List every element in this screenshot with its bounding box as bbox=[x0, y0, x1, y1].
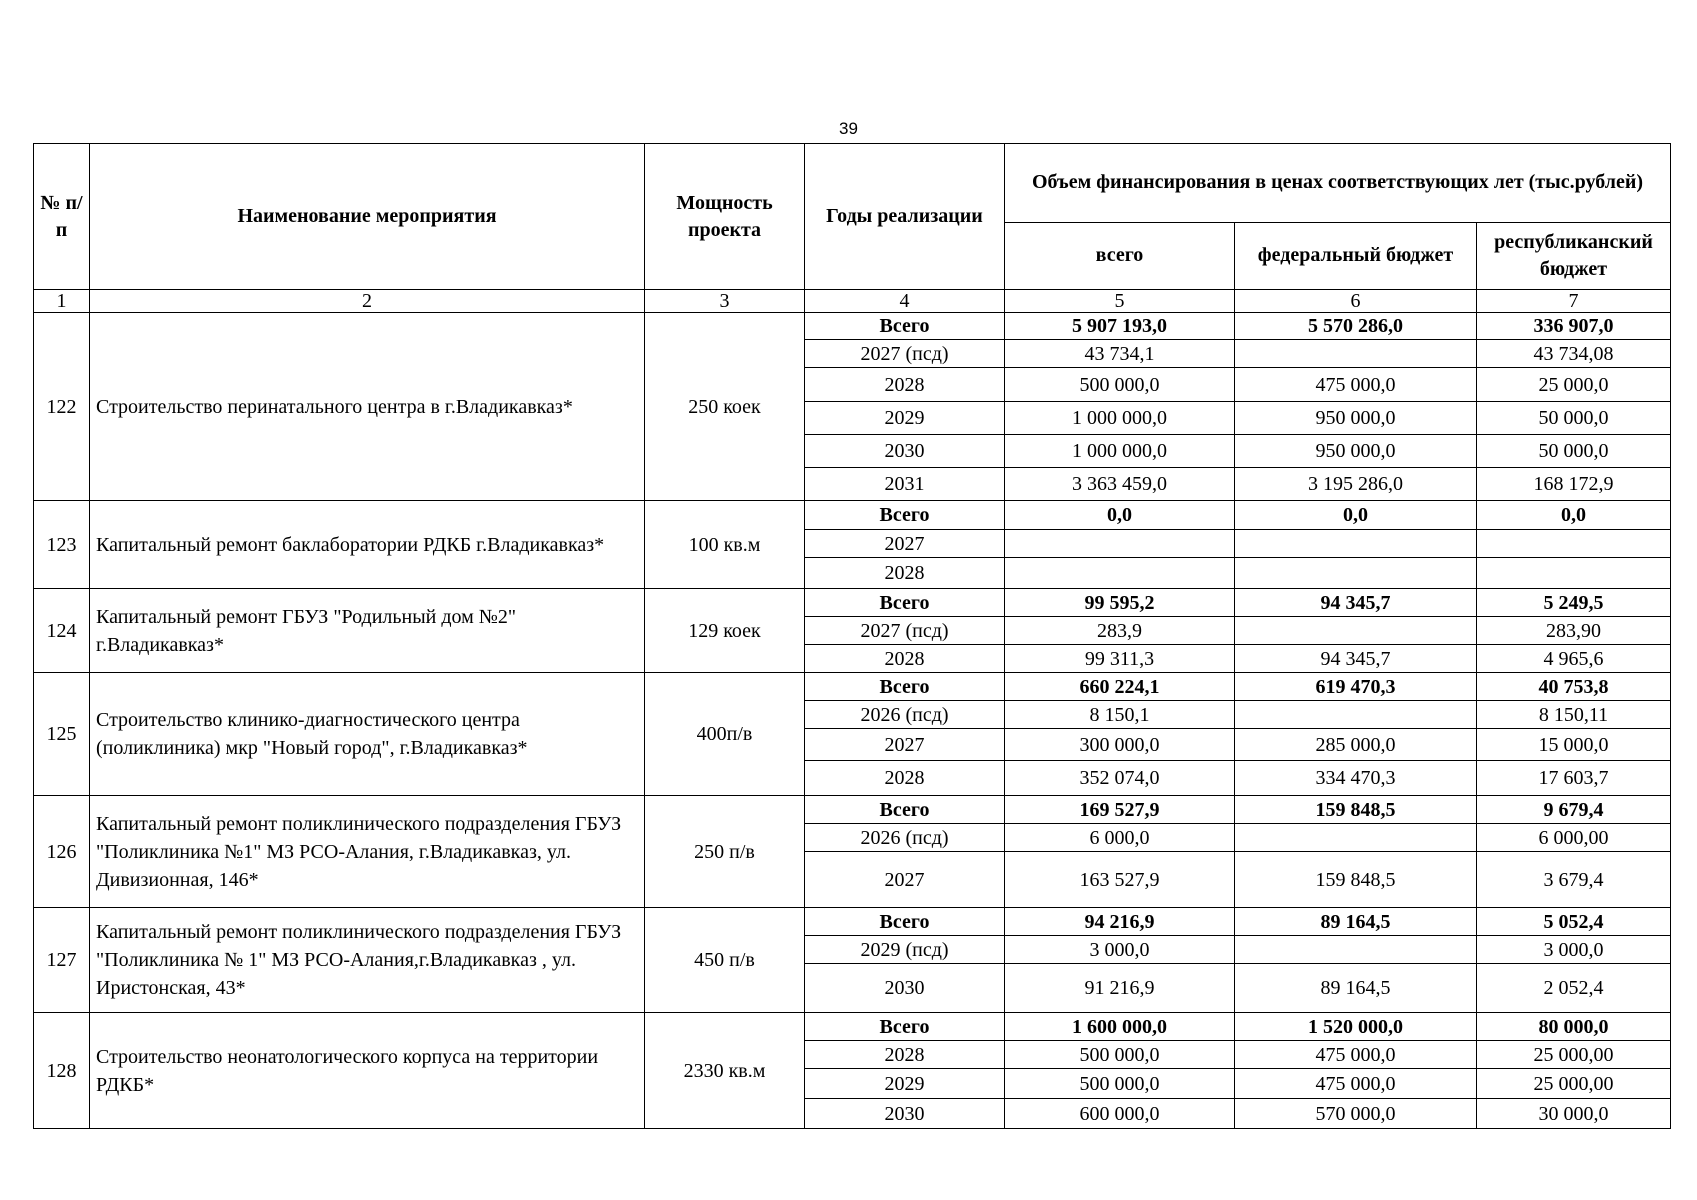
header-federal: федеральный бюджет bbox=[1235, 222, 1477, 289]
funding-federal bbox=[1235, 936, 1477, 964]
funding-republic: 50 000,0 bbox=[1477, 402, 1671, 435]
funding-federal: 950 000,0 bbox=[1235, 402, 1477, 435]
project-capacity: 450 п/в bbox=[645, 908, 805, 1013]
row-number: 122 bbox=[34, 313, 90, 501]
funding-federal: 3 195 286,0 bbox=[1235, 468, 1477, 501]
project-capacity: 129 коек bbox=[645, 589, 805, 673]
funding-federal: 94 345,7 bbox=[1235, 645, 1477, 673]
implementation-year: Всего bbox=[805, 313, 1005, 340]
table-body bbox=[34, 313, 1671, 1129]
column-number-row bbox=[34, 290, 1671, 313]
funding-total: 1 000 000,0 bbox=[1005, 435, 1235, 468]
funding-republic: 4 965,6 bbox=[1477, 645, 1671, 673]
funding-total: 169 527,9 bbox=[1005, 796, 1235, 824]
column-number: 4 bbox=[805, 290, 1005, 313]
funding-federal bbox=[1235, 617, 1477, 645]
header-name: Наименование мероприятия bbox=[90, 144, 645, 290]
funding-total: 163 527,9 bbox=[1005, 852, 1235, 908]
funding-total bbox=[1005, 558, 1235, 589]
funding-republic bbox=[1477, 558, 1671, 589]
funding-federal: 159 848,5 bbox=[1235, 852, 1477, 908]
implementation-year: 2028 bbox=[805, 558, 1005, 589]
header-no: № п/п bbox=[34, 144, 90, 290]
funding-total: 3 363 459,0 bbox=[1005, 468, 1235, 501]
financing-table bbox=[33, 143, 1671, 1129]
implementation-year: 2029 bbox=[805, 402, 1005, 435]
project-capacity: 100 кв.м bbox=[645, 501, 805, 589]
header-funding: Объем финансирования в ценах соответствующих лет (тыс.рублей) bbox=[1005, 144, 1671, 223]
funding-total: 43 734,1 bbox=[1005, 340, 1235, 368]
activity-name: Строительство клинико-диагностического центра (поликлиника) мкр "Новый город", г.Владикавказ* bbox=[90, 673, 645, 796]
funding-republic: 25 000,00 bbox=[1477, 1041, 1671, 1069]
funding-total: 99 311,3 bbox=[1005, 645, 1235, 673]
funding-republic: 6 000,00 bbox=[1477, 824, 1671, 852]
funding-federal: 570 000,0 bbox=[1235, 1099, 1477, 1129]
funding-total: 300 000,0 bbox=[1005, 729, 1235, 761]
column-number: 6 bbox=[1235, 290, 1477, 313]
funding-republic: 3 000,0 bbox=[1477, 936, 1671, 964]
funding-federal bbox=[1235, 558, 1477, 589]
funding-total: 1 000 000,0 bbox=[1005, 402, 1235, 435]
implementation-year: 2029 bbox=[805, 1069, 1005, 1099]
funding-total: 283,9 bbox=[1005, 617, 1235, 645]
funding-republic: 2 052,4 bbox=[1477, 964, 1671, 1013]
funding-federal: 89 164,5 bbox=[1235, 964, 1477, 1013]
funding-republic: 3 679,4 bbox=[1477, 852, 1671, 908]
funding-federal: 334 470,3 bbox=[1235, 761, 1477, 796]
funding-republic: 8 150,11 bbox=[1477, 701, 1671, 729]
table-row-total bbox=[34, 796, 1671, 824]
header-republic: республиканский бюджет bbox=[1477, 222, 1671, 289]
table-row-total bbox=[34, 673, 1671, 701]
activity-name: Капитальный ремонт поликлинического подразделения ГБУЗ "Поликлиника № 1" МЗ РСО-Алания,г.Владикавказ , ул. Иристонская, 43* bbox=[90, 908, 645, 1013]
column-number: 1 bbox=[34, 290, 90, 313]
funding-republic: 30 000,0 bbox=[1477, 1099, 1671, 1129]
page-number: 39 bbox=[839, 119, 858, 138]
funding-total: 1 600 000,0 bbox=[1005, 1013, 1235, 1041]
funding-federal: 475 000,0 bbox=[1235, 368, 1477, 402]
funding-republic: 17 603,7 bbox=[1477, 761, 1671, 796]
activity-name: Капитальный ремонт баклаборатории РДКБ г.Владикавказ* bbox=[90, 501, 645, 589]
funding-federal: 89 164,5 bbox=[1235, 908, 1477, 936]
funding-total: 91 216,9 bbox=[1005, 964, 1235, 1013]
funding-republic: 336 907,0 bbox=[1477, 313, 1671, 340]
implementation-year: 2028 bbox=[805, 761, 1005, 796]
funding-republic: 25 000,00 bbox=[1477, 1069, 1671, 1099]
header-total: всего bbox=[1005, 222, 1235, 289]
activity-name: Строительство неонатологического корпуса на территории РДКБ* bbox=[90, 1013, 645, 1129]
header-years: Годы реализации bbox=[805, 144, 1005, 290]
column-number: 3 bbox=[645, 290, 805, 313]
funding-total: 8 150,1 bbox=[1005, 701, 1235, 729]
funding-republic bbox=[1477, 530, 1671, 558]
implementation-year: 2027 (псд) bbox=[805, 340, 1005, 368]
row-number: 124 bbox=[34, 589, 90, 673]
funding-total: 660 224,1 bbox=[1005, 673, 1235, 701]
implementation-year: 2030 bbox=[805, 435, 1005, 468]
funding-federal: 950 000,0 bbox=[1235, 435, 1477, 468]
row-number: 126 bbox=[34, 796, 90, 908]
funding-federal bbox=[1235, 824, 1477, 852]
header-capacity: Мощность проекта bbox=[645, 144, 805, 290]
project-capacity: 400п/в bbox=[645, 673, 805, 796]
table-row-total bbox=[34, 589, 1671, 617]
implementation-year: 2027 bbox=[805, 729, 1005, 761]
funding-republic: 5 052,4 bbox=[1477, 908, 1671, 936]
implementation-year: Всего bbox=[805, 673, 1005, 701]
funding-federal bbox=[1235, 530, 1477, 558]
row-number: 125 bbox=[34, 673, 90, 796]
implementation-year: Всего bbox=[805, 908, 1005, 936]
funding-republic: 40 753,8 bbox=[1477, 673, 1671, 701]
funding-total: 500 000,0 bbox=[1005, 1069, 1235, 1099]
project-capacity: 250 п/в bbox=[645, 796, 805, 908]
funding-republic: 43 734,08 bbox=[1477, 340, 1671, 368]
funding-federal: 159 848,5 bbox=[1235, 796, 1477, 824]
row-number: 123 bbox=[34, 501, 90, 589]
funding-federal: 0,0 bbox=[1235, 501, 1477, 530]
funding-republic: 15 000,0 bbox=[1477, 729, 1671, 761]
implementation-year: 2027 bbox=[805, 852, 1005, 908]
funding-federal: 5 570 286,0 bbox=[1235, 313, 1477, 340]
funding-republic: 0,0 bbox=[1477, 501, 1671, 530]
implementation-year: 2028 bbox=[805, 1041, 1005, 1069]
project-capacity: 250 коек bbox=[645, 313, 805, 501]
funding-total: 5 907 193,0 bbox=[1005, 313, 1235, 340]
funding-total: 600 000,0 bbox=[1005, 1099, 1235, 1129]
table-row-total bbox=[34, 501, 1671, 530]
table-row-total bbox=[34, 1013, 1671, 1041]
header-row-1 bbox=[34, 144, 1671, 223]
implementation-year: 2026 (псд) bbox=[805, 824, 1005, 852]
column-number: 7 bbox=[1477, 290, 1671, 313]
implementation-year: Всего bbox=[805, 796, 1005, 824]
funding-federal bbox=[1235, 340, 1477, 368]
implementation-year: Всего bbox=[805, 1013, 1005, 1041]
funding-federal: 1 520 000,0 bbox=[1235, 1013, 1477, 1041]
funding-total: 6 000,0 bbox=[1005, 824, 1235, 852]
row-number: 128 bbox=[34, 1013, 90, 1129]
activity-name: Строительство перинатального центра в г.Владикавказ* bbox=[90, 313, 645, 501]
funding-total: 3 000,0 bbox=[1005, 936, 1235, 964]
funding-federal bbox=[1235, 701, 1477, 729]
implementation-year: Всего bbox=[805, 501, 1005, 530]
activity-name: Капитальный ремонт поликлинического подразделения ГБУЗ "Поликлиника №1" МЗ РСО-Алания, г.Владикавказ, ул. Дивизионная, 146* bbox=[90, 796, 645, 908]
column-number: 2 bbox=[90, 290, 645, 313]
implementation-year: 2026 (псд) bbox=[805, 701, 1005, 729]
implementation-year: Всего bbox=[805, 589, 1005, 617]
funding-total: 99 595,2 bbox=[1005, 589, 1235, 617]
funding-republic: 25 000,0 bbox=[1477, 368, 1671, 402]
funding-republic: 50 000,0 bbox=[1477, 435, 1671, 468]
table-row-total bbox=[34, 313, 1671, 340]
implementation-year: 2027 (псд) bbox=[805, 617, 1005, 645]
funding-total bbox=[1005, 530, 1235, 558]
column-number: 5 bbox=[1005, 290, 1235, 313]
implementation-year: 2027 bbox=[805, 530, 1005, 558]
project-capacity: 2330 кв.м bbox=[645, 1013, 805, 1129]
funding-federal: 94 345,7 bbox=[1235, 589, 1477, 617]
funding-total: 500 000,0 bbox=[1005, 368, 1235, 402]
funding-republic: 5 249,5 bbox=[1477, 589, 1671, 617]
funding-republic: 168 172,9 bbox=[1477, 468, 1671, 501]
funding-total: 94 216,9 bbox=[1005, 908, 1235, 936]
implementation-year: 2030 bbox=[805, 964, 1005, 1013]
row-number: 127 bbox=[34, 908, 90, 1013]
funding-total: 0,0 bbox=[1005, 501, 1235, 530]
activity-name: Капитальный ремонт ГБУЗ "Родильный дом №2" г.Владикавказ* bbox=[90, 589, 645, 673]
funding-republic: 80 000,0 bbox=[1477, 1013, 1671, 1041]
funding-total: 500 000,0 bbox=[1005, 1041, 1235, 1069]
table-row-total bbox=[34, 908, 1671, 936]
funding-republic: 283,90 bbox=[1477, 617, 1671, 645]
implementation-year: 2028 bbox=[805, 368, 1005, 402]
funding-republic: 9 679,4 bbox=[1477, 796, 1671, 824]
funding-federal: 619 470,3 bbox=[1235, 673, 1477, 701]
implementation-year: 2028 bbox=[805, 645, 1005, 673]
implementation-year: 2031 bbox=[805, 468, 1005, 501]
implementation-year: 2030 bbox=[805, 1099, 1005, 1129]
funding-federal: 475 000,0 bbox=[1235, 1041, 1477, 1069]
implementation-year: 2029 (псд) bbox=[805, 936, 1005, 964]
funding-federal: 285 000,0 bbox=[1235, 729, 1477, 761]
funding-total: 352 074,0 bbox=[1005, 761, 1235, 796]
funding-federal: 475 000,0 bbox=[1235, 1069, 1477, 1099]
